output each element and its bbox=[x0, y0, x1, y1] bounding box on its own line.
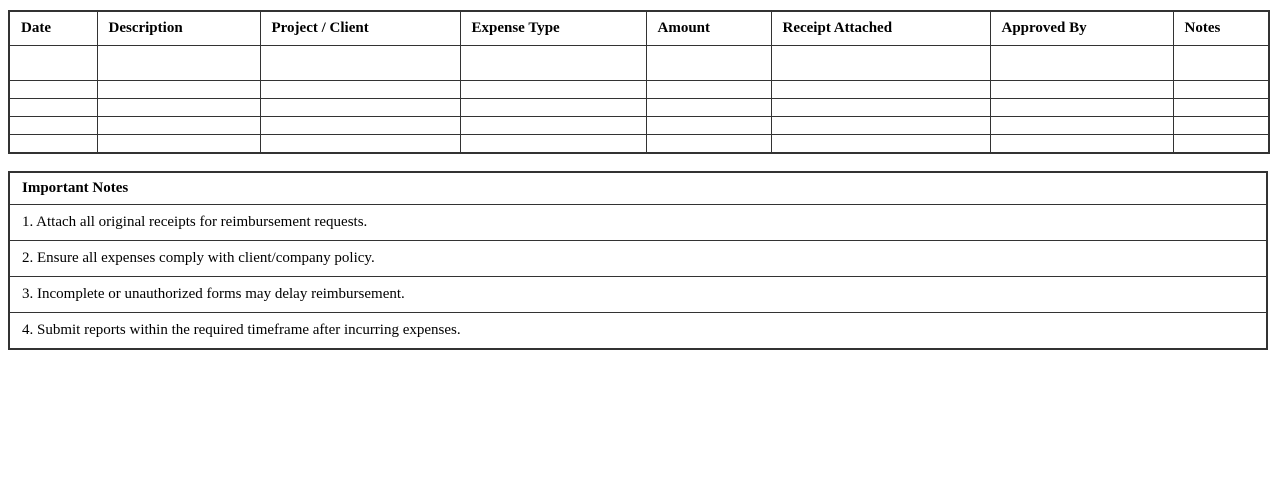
expense-cell-description[interactable] bbox=[97, 135, 260, 154]
expense-cell-receipt-attached[interactable] bbox=[771, 135, 990, 154]
column-header-date: Date bbox=[9, 11, 97, 46]
notes-title: Important Notes bbox=[9, 172, 1267, 205]
expense-cell-approved-by[interactable] bbox=[990, 135, 1173, 154]
expense-cell-notes[interactable] bbox=[1173, 46, 1269, 81]
expense-cell-project-client[interactable] bbox=[260, 135, 460, 154]
notes-title-row bbox=[9, 172, 1267, 205]
expense-cell-approved-by[interactable] bbox=[990, 81, 1173, 99]
expense-cell-description[interactable] bbox=[97, 99, 260, 117]
expense-cell-approved-by[interactable] bbox=[990, 117, 1173, 135]
column-header-approved-by: Approved By bbox=[990, 11, 1173, 46]
note-row bbox=[9, 241, 1267, 277]
column-header-description: Description bbox=[97, 11, 260, 46]
note-row bbox=[9, 205, 1267, 241]
expense-cell-date[interactable] bbox=[9, 99, 97, 117]
expense-cell-approved-by[interactable] bbox=[990, 46, 1173, 81]
expense-cell-amount[interactable] bbox=[646, 46, 771, 81]
expense-cell-receipt-attached[interactable] bbox=[771, 99, 990, 117]
expense-cell-expense-type[interactable] bbox=[460, 46, 646, 81]
expense-table-body bbox=[9, 46, 1269, 154]
expense-cell-amount[interactable] bbox=[646, 117, 771, 135]
note-item: 2. Ensure all expenses comply with client/company policy. bbox=[9, 241, 1267, 277]
expense-cell-amount[interactable] bbox=[646, 99, 771, 117]
column-header-notes: Notes bbox=[1173, 11, 1269, 46]
expense-row bbox=[9, 46, 1269, 81]
expense-cell-project-client[interactable] bbox=[260, 117, 460, 135]
note-item: 4. Submit reports within the required timeframe after incurring expenses. bbox=[9, 313, 1267, 350]
column-header-project-client: Project / Client bbox=[260, 11, 460, 46]
expense-cell-description[interactable] bbox=[97, 117, 260, 135]
expense-cell-expense-type[interactable] bbox=[460, 117, 646, 135]
note-item: 1. Attach all original receipts for reimbursement requests. bbox=[9, 205, 1267, 241]
expense-table bbox=[8, 10, 1270, 154]
expense-row bbox=[9, 99, 1269, 117]
expense-row bbox=[9, 81, 1269, 99]
note-item: 3. Incomplete or unauthorized forms may delay reimbursement. bbox=[9, 277, 1267, 313]
column-header-expense-type: Expense Type bbox=[460, 11, 646, 46]
column-header-amount: Amount bbox=[646, 11, 771, 46]
expense-cell-project-client[interactable] bbox=[260, 81, 460, 99]
expense-cell-amount[interactable] bbox=[646, 81, 771, 99]
expense-cell-approved-by[interactable] bbox=[990, 99, 1173, 117]
expense-cell-description[interactable] bbox=[97, 81, 260, 99]
expense-cell-description[interactable] bbox=[97, 46, 260, 81]
note-row bbox=[9, 313, 1267, 350]
expense-row bbox=[9, 135, 1269, 154]
expense-cell-expense-type[interactable] bbox=[460, 135, 646, 154]
expense-cell-amount[interactable] bbox=[646, 135, 771, 154]
expense-cell-date[interactable] bbox=[9, 117, 97, 135]
expense-table-header-row bbox=[9, 11, 1269, 46]
column-header-receipt-attached: Receipt Attached bbox=[771, 11, 990, 46]
expense-cell-project-client[interactable] bbox=[260, 99, 460, 117]
expense-cell-date[interactable] bbox=[9, 135, 97, 154]
expense-cell-expense-type[interactable] bbox=[460, 99, 646, 117]
expense-row bbox=[9, 117, 1269, 135]
expense-cell-expense-type[interactable] bbox=[460, 81, 646, 99]
expense-cell-receipt-attached[interactable] bbox=[771, 81, 990, 99]
expense-cell-notes[interactable] bbox=[1173, 117, 1269, 135]
expense-cell-date[interactable] bbox=[9, 81, 97, 99]
expense-cell-notes[interactable] bbox=[1173, 99, 1269, 117]
expense-cell-notes[interactable] bbox=[1173, 81, 1269, 99]
expense-cell-receipt-attached[interactable] bbox=[771, 46, 990, 81]
important-notes-table bbox=[8, 171, 1268, 350]
expense-cell-date[interactable] bbox=[9, 46, 97, 81]
expense-cell-receipt-attached[interactable] bbox=[771, 117, 990, 135]
note-row bbox=[9, 277, 1267, 313]
expense-cell-notes[interactable] bbox=[1173, 135, 1269, 154]
expense-cell-project-client[interactable] bbox=[260, 46, 460, 81]
